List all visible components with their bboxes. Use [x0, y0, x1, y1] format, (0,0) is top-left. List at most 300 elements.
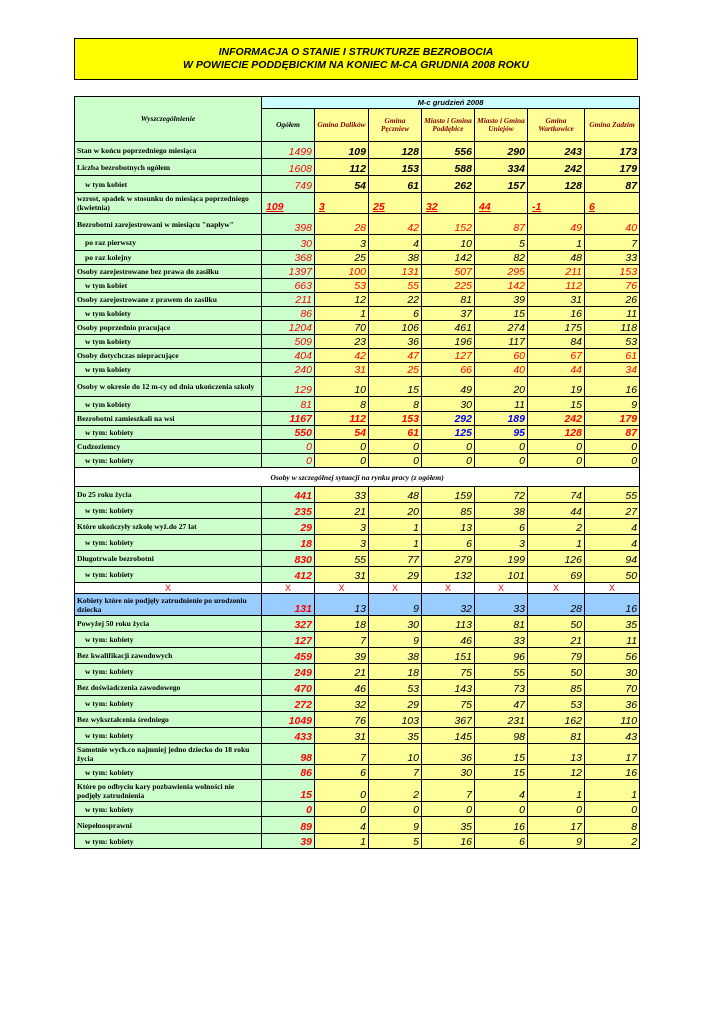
cell-value: 73 [475, 680, 528, 696]
cell-value: 30 [369, 616, 422, 632]
row-label: Osoby poprzednio pracujące [75, 321, 262, 335]
cell-value: 112 [315, 159, 369, 176]
table-row [75, 802, 640, 817]
cell-total: 368 [262, 251, 315, 265]
cell-total: 398 [262, 214, 315, 235]
cell-value: 0 [369, 802, 422, 817]
cell-value: 142 [422, 251, 475, 265]
table-row [75, 567, 640, 583]
table-row [75, 817, 640, 834]
row-label: Do 25 roku życia [75, 487, 262, 503]
cell-total: 0 [262, 440, 315, 454]
cell-value: 15 [369, 377, 422, 397]
table-row [75, 440, 640, 454]
cell-value: 53 [585, 335, 640, 349]
cell-total: 1204 [262, 321, 315, 335]
cell-value: 21 [528, 632, 585, 648]
cell-value: 31 [528, 293, 585, 307]
cell-value: 82 [475, 251, 528, 265]
cell-value: 26 [585, 293, 640, 307]
cell-value: 125 [422, 426, 475, 440]
cell-value: 13 [528, 744, 585, 765]
cell-value: 1 [528, 535, 585, 551]
row-label: Bez doświadczenia zawodowego [75, 680, 262, 696]
report-title [74, 38, 638, 80]
cell-value: 5 [369, 834, 422, 849]
cell-value: 196 [422, 335, 475, 349]
table-row [75, 834, 640, 849]
cell-value: 131 [369, 265, 422, 279]
cell-value: 33 [315, 487, 369, 503]
cell-value: 6 [585, 193, 640, 214]
header-col-dalikow: Gmina Dalików [315, 109, 369, 142]
cell-value: 35 [422, 817, 475, 834]
cell-value: 16 [585, 594, 640, 616]
cell-value: 118 [585, 321, 640, 335]
cell-total: 0 [262, 802, 315, 817]
cell-value: 6 [422, 535, 475, 551]
cell-value: 0 [315, 454, 369, 468]
cell-value: 48 [528, 251, 585, 265]
cell-value: 50 [528, 616, 585, 632]
cell-value: 225 [422, 279, 475, 293]
cell-value: 87 [585, 426, 640, 440]
cell-value: 13 [315, 594, 369, 616]
cell-value: 0 [315, 440, 369, 454]
table-row [75, 632, 640, 648]
cell-value: 21 [315, 503, 369, 519]
cell-value: 15 [528, 397, 585, 412]
cell-total: 830 [262, 551, 315, 567]
cell-value: 0 [528, 802, 585, 817]
cell-total: 127 [262, 632, 315, 648]
row-label: w tym: kobiety [75, 632, 262, 648]
row-label: w tym kobiet [75, 279, 262, 293]
cell-value: 33 [475, 632, 528, 648]
cell-value: 11 [585, 307, 640, 321]
cell-value: 159 [422, 487, 475, 503]
cell-total: 89 [262, 817, 315, 834]
cell-value: 33 [475, 594, 528, 616]
cell-value: 2 [369, 780, 422, 802]
cell-total: 86 [262, 765, 315, 780]
row-label: w tym: kobiety [75, 503, 262, 519]
cell-value: 48 [369, 487, 422, 503]
cell-value: 0 [315, 780, 369, 802]
row-label: Osoby dotychczas niepracujące [75, 349, 262, 363]
cell-total: 272 [262, 696, 315, 712]
cell-value: 16 [528, 307, 585, 321]
table-row [75, 321, 640, 335]
cell-value: 38 [369, 251, 422, 265]
cell-value: 7 [369, 765, 422, 780]
row-label: Liczba bezrobotnych ogółem [75, 159, 262, 176]
cell-value: 0 [475, 440, 528, 454]
cell-value: 242 [528, 159, 585, 176]
header-period: M-c grudzień 2008 [262, 97, 640, 109]
cell-value: 75 [422, 664, 475, 680]
row-label: w tym: kobiety [75, 802, 262, 817]
row-label: w tym kobiety [75, 397, 262, 412]
cell-value: 39 [315, 648, 369, 664]
table-row [75, 265, 640, 279]
cell-value: 81 [422, 293, 475, 307]
cell-value: 17 [528, 817, 585, 834]
cell-value: 36 [422, 744, 475, 765]
table-row [75, 696, 640, 712]
cell-value: 25 [369, 363, 422, 377]
cell-value: 77 [369, 551, 422, 567]
row-label: w tym kobiety [75, 363, 262, 377]
statistics-table [74, 96, 640, 849]
cell-value: 34 [585, 363, 640, 377]
cell-total: 412 [262, 567, 315, 583]
cell-value: 20 [475, 377, 528, 397]
table-row [75, 235, 640, 251]
cell-value: 61 [369, 176, 422, 193]
cell-value: 35 [585, 616, 640, 632]
cell-value: 76 [585, 279, 640, 293]
row-label: Bezrobotni zarejestrowani w miesiącu "napływ" [75, 214, 262, 235]
cell-value: 4 [585, 519, 640, 535]
cell-value: 36 [369, 335, 422, 349]
cell-value: 43 [585, 728, 640, 744]
table-row [75, 648, 640, 664]
cell-value: 8 [315, 397, 369, 412]
cell-total: 30 [262, 235, 315, 251]
cell-value: 47 [475, 696, 528, 712]
cell-value: 36 [585, 696, 640, 712]
row-label: Cudzoziemcy [75, 440, 262, 454]
table-row [75, 176, 640, 193]
cell-value: 20 [369, 503, 422, 519]
header-wyszczegolnienie: Wyszczególnienie [75, 97, 262, 142]
cell-value: 39 [475, 293, 528, 307]
cell-value: 126 [528, 551, 585, 567]
cell-value: 18 [315, 616, 369, 632]
cell-total: 470 [262, 680, 315, 696]
cell-value: 112 [528, 279, 585, 293]
cell-value: 54 [315, 426, 369, 440]
cell-value: 101 [475, 567, 528, 583]
cell-value: 60 [475, 349, 528, 363]
cell-value: 6 [315, 765, 369, 780]
cell-value: 50 [528, 664, 585, 680]
table-row [75, 412, 640, 426]
report-title-line2: W POWIECIE PODDĘBICKIM NA KONIEC M-CA GRUDNIA 2008 ROKU [183, 59, 529, 71]
cell-value: 12 [528, 765, 585, 780]
cell-value: 50 [585, 567, 640, 583]
cell-value: 6 [475, 519, 528, 535]
x-mark: X [422, 583, 475, 594]
cell-value: 334 [475, 159, 528, 176]
cell-total: 1397 [262, 265, 315, 279]
cell-value: 128 [369, 142, 422, 159]
cell-value: 30 [422, 765, 475, 780]
cell-value: 23 [315, 335, 369, 349]
cell-value: 30 [585, 664, 640, 680]
cell-value: 4 [475, 780, 528, 802]
cell-value: 189 [475, 412, 528, 426]
cell-value: 16 [585, 377, 640, 397]
cell-value: 3 [315, 193, 369, 214]
row-label: po raz kolejny [75, 251, 262, 265]
table-row [75, 279, 640, 293]
cell-value: 292 [422, 412, 475, 426]
cell-value: 290 [475, 142, 528, 159]
cell-value: 0 [585, 440, 640, 454]
cell-value: 15 [475, 744, 528, 765]
cell-value: 5 [475, 235, 528, 251]
cell-value: 152 [422, 214, 475, 235]
cell-value: 28 [528, 594, 585, 616]
cell-value: 142 [475, 279, 528, 293]
table-row [75, 535, 640, 551]
table-row [75, 551, 640, 567]
cell-value: 0 [315, 802, 369, 817]
row-label: Bez wykształcenia średniego [75, 712, 262, 728]
table-row [75, 349, 640, 363]
cell-value: 7 [315, 744, 369, 765]
table-row [75, 780, 640, 802]
cell-value: 22 [369, 293, 422, 307]
cell-value: 18 [369, 664, 422, 680]
table-row [75, 426, 640, 440]
cell-total: 404 [262, 349, 315, 363]
table-row [75, 744, 640, 765]
cell-value: 31 [315, 728, 369, 744]
cell-value: 588 [422, 159, 475, 176]
cell-value: 38 [475, 503, 528, 519]
row-label: Kobiety które nie podjęły zatrudnienie po urodzeniu dziecka [75, 594, 262, 616]
cell-value: 53 [315, 279, 369, 293]
table-row [75, 680, 640, 696]
cell-value: 295 [475, 265, 528, 279]
row-label: Osoby zarejestrowane bez prawa do zasiłku [75, 265, 262, 279]
cell-value: 112 [315, 412, 369, 426]
cell-value: 37 [422, 307, 475, 321]
cell-value: 16 [422, 834, 475, 849]
cell-total: 29 [262, 519, 315, 535]
cell-value: 117 [475, 335, 528, 349]
x-mark: X [262, 583, 315, 594]
cell-value: 69 [528, 567, 585, 583]
cell-value: 1 [315, 834, 369, 849]
row-label: Stan w końcu poprzedniego miesiąca [75, 142, 262, 159]
cell-value: 242 [528, 412, 585, 426]
table-row [75, 454, 640, 468]
cell-value: 157 [475, 176, 528, 193]
cell-total: 1167 [262, 412, 315, 426]
row-label: Długotrwale bezrobotni [75, 551, 262, 567]
table-row [75, 765, 640, 780]
cell-value: 81 [475, 616, 528, 632]
cell-value: 7 [315, 632, 369, 648]
row-label: Osoby zarejestrowane z prawem do zasiłku [75, 293, 262, 307]
table-row [75, 503, 640, 519]
cell-value: 32 [422, 594, 475, 616]
cell-value: 461 [422, 321, 475, 335]
cell-total: 550 [262, 426, 315, 440]
cell-value: 11 [585, 632, 640, 648]
cell-value: 66 [422, 363, 475, 377]
row-label: w tym: kobiety [75, 834, 262, 849]
cell-value: 4 [585, 535, 640, 551]
x-mark: X [528, 583, 585, 594]
cell-value: 15 [475, 765, 528, 780]
cell-value: 1 [585, 780, 640, 802]
cell-value: 151 [422, 648, 475, 664]
x-mark: X [315, 583, 369, 594]
cell-value: 76 [315, 712, 369, 728]
cell-value: 9 [585, 397, 640, 412]
cell-value: 8 [369, 397, 422, 412]
cell-value: 179 [585, 412, 640, 426]
cell-value: 17 [585, 744, 640, 765]
cell-value: 32 [422, 193, 475, 214]
cell-value: 173 [585, 142, 640, 159]
cell-value: 55 [475, 664, 528, 680]
cell-value: 25 [369, 193, 422, 214]
cell-value: 143 [422, 680, 475, 696]
cell-value: 113 [422, 616, 475, 632]
cell-value: 15 [475, 307, 528, 321]
row-label: wzrost, spadek w stosunku do miesiąca poprzedniego (kwietnia) [75, 193, 262, 214]
cell-value: 74 [528, 487, 585, 503]
header-col-wartkowice: Gmina Wartkowice [528, 109, 585, 142]
cell-value: 0 [585, 454, 640, 468]
cell-value: 3 [315, 535, 369, 551]
cell-total: 240 [262, 363, 315, 377]
cell-value: 231 [475, 712, 528, 728]
cell-value: 7 [585, 235, 640, 251]
cell-value: 42 [315, 349, 369, 363]
cell-value: 55 [585, 487, 640, 503]
cell-value: 19 [528, 377, 585, 397]
cell-total: 441 [262, 487, 315, 503]
cell-total: 109 [262, 193, 315, 214]
row-label: w tym: kobiety [75, 535, 262, 551]
row-label: w tym kobiety [75, 307, 262, 321]
table-row [75, 664, 640, 680]
header-col-poddebice: Miasto i Gmina Poddębice [422, 109, 475, 142]
row-label: w tym: kobiety [75, 765, 262, 780]
cell-total: 235 [262, 503, 315, 519]
cell-value: 1 [528, 780, 585, 802]
cell-value: 153 [369, 412, 422, 426]
cell-total: 0 [262, 454, 315, 468]
cell-value: 46 [315, 680, 369, 696]
cell-value: 54 [315, 176, 369, 193]
cell-value: 199 [475, 551, 528, 567]
cell-value: 87 [475, 214, 528, 235]
table-row [75, 307, 640, 321]
section-label: Osoby w szczególnej sytuacji na rynku pracy (z ogółem) [75, 468, 640, 487]
row-label: w tym: kobiety [75, 454, 262, 468]
cell-value: 30 [422, 397, 475, 412]
cell-value: 4 [369, 235, 422, 251]
cell-value: 46 [422, 632, 475, 648]
cell-value: 94 [585, 551, 640, 567]
cell-value: 12 [315, 293, 369, 307]
cell-value: 61 [585, 349, 640, 363]
cell-value: 49 [422, 377, 475, 397]
cell-value: 44 [528, 503, 585, 519]
cell-value: 11 [475, 397, 528, 412]
row-label: w tym: kobiety [75, 696, 262, 712]
cell-value: 7 [422, 780, 475, 802]
cell-value: 3 [315, 235, 369, 251]
cell-value: 10 [422, 235, 475, 251]
cell-value: 1 [369, 535, 422, 551]
cell-value: 72 [475, 487, 528, 503]
cell-value: 56 [585, 648, 640, 664]
row-label: Bez kwalifikacji zawodowych [75, 648, 262, 664]
cell-value: 42 [369, 214, 422, 235]
cell-value: 2 [528, 519, 585, 535]
cell-total: 18 [262, 535, 315, 551]
cell-value: 0 [369, 454, 422, 468]
cell-value: 29 [369, 696, 422, 712]
cell-value: 175 [528, 321, 585, 335]
cell-total: 98 [262, 744, 315, 765]
cell-value: 0 [369, 440, 422, 454]
cell-value: 1 [369, 519, 422, 535]
cell-value: 33 [585, 251, 640, 265]
cell-total: 1499 [262, 142, 315, 159]
cell-value: 1 [315, 307, 369, 321]
cell-value: 16 [585, 765, 640, 780]
row-label: Które po odbyciu kary pozbawienia wolności nie podjęły zatrudnienia [75, 780, 262, 802]
table-row [75, 363, 640, 377]
cell-total: 433 [262, 728, 315, 744]
table-row [75, 377, 640, 397]
cell-value: 10 [315, 377, 369, 397]
cell-total: 1608 [262, 159, 315, 176]
cell-value: 53 [369, 680, 422, 696]
cell-total: 663 [262, 279, 315, 293]
cell-value: 40 [475, 363, 528, 377]
cell-value: 31 [315, 363, 369, 377]
table-row [75, 519, 640, 535]
x-mark: X [475, 583, 528, 594]
row-label: w tym: kobiety [75, 426, 262, 440]
cell-value: 98 [475, 728, 528, 744]
table-row [75, 594, 640, 616]
cell-value: 9 [528, 834, 585, 849]
cell-value: 13 [422, 519, 475, 535]
cell-value: 132 [422, 567, 475, 583]
cell-value: 96 [475, 648, 528, 664]
cell-value: 35 [369, 728, 422, 744]
cell-value: 367 [422, 712, 475, 728]
row-label: w tym: kobiety [75, 567, 262, 583]
table-row [75, 293, 640, 307]
table-row [75, 214, 640, 235]
cell-value: 29 [369, 567, 422, 583]
table-row [75, 487, 640, 503]
header-col-uniejow: Miasto i Gmina Uniejów [475, 109, 528, 142]
report-title-line1: INFORMACJA O STANIE I STRUKTURZE BEZROBOCIA [218, 46, 494, 58]
cell-value: 1 [528, 235, 585, 251]
header-col-peczniew: Gmina Pęczniew [369, 109, 422, 142]
cell-value: 153 [585, 265, 640, 279]
cell-value: 0 [422, 454, 475, 468]
cell-value: 0 [475, 454, 528, 468]
cell-value: 40 [585, 214, 640, 235]
cell-value: 103 [369, 712, 422, 728]
row-label: Niepełnosprawni [75, 817, 262, 834]
